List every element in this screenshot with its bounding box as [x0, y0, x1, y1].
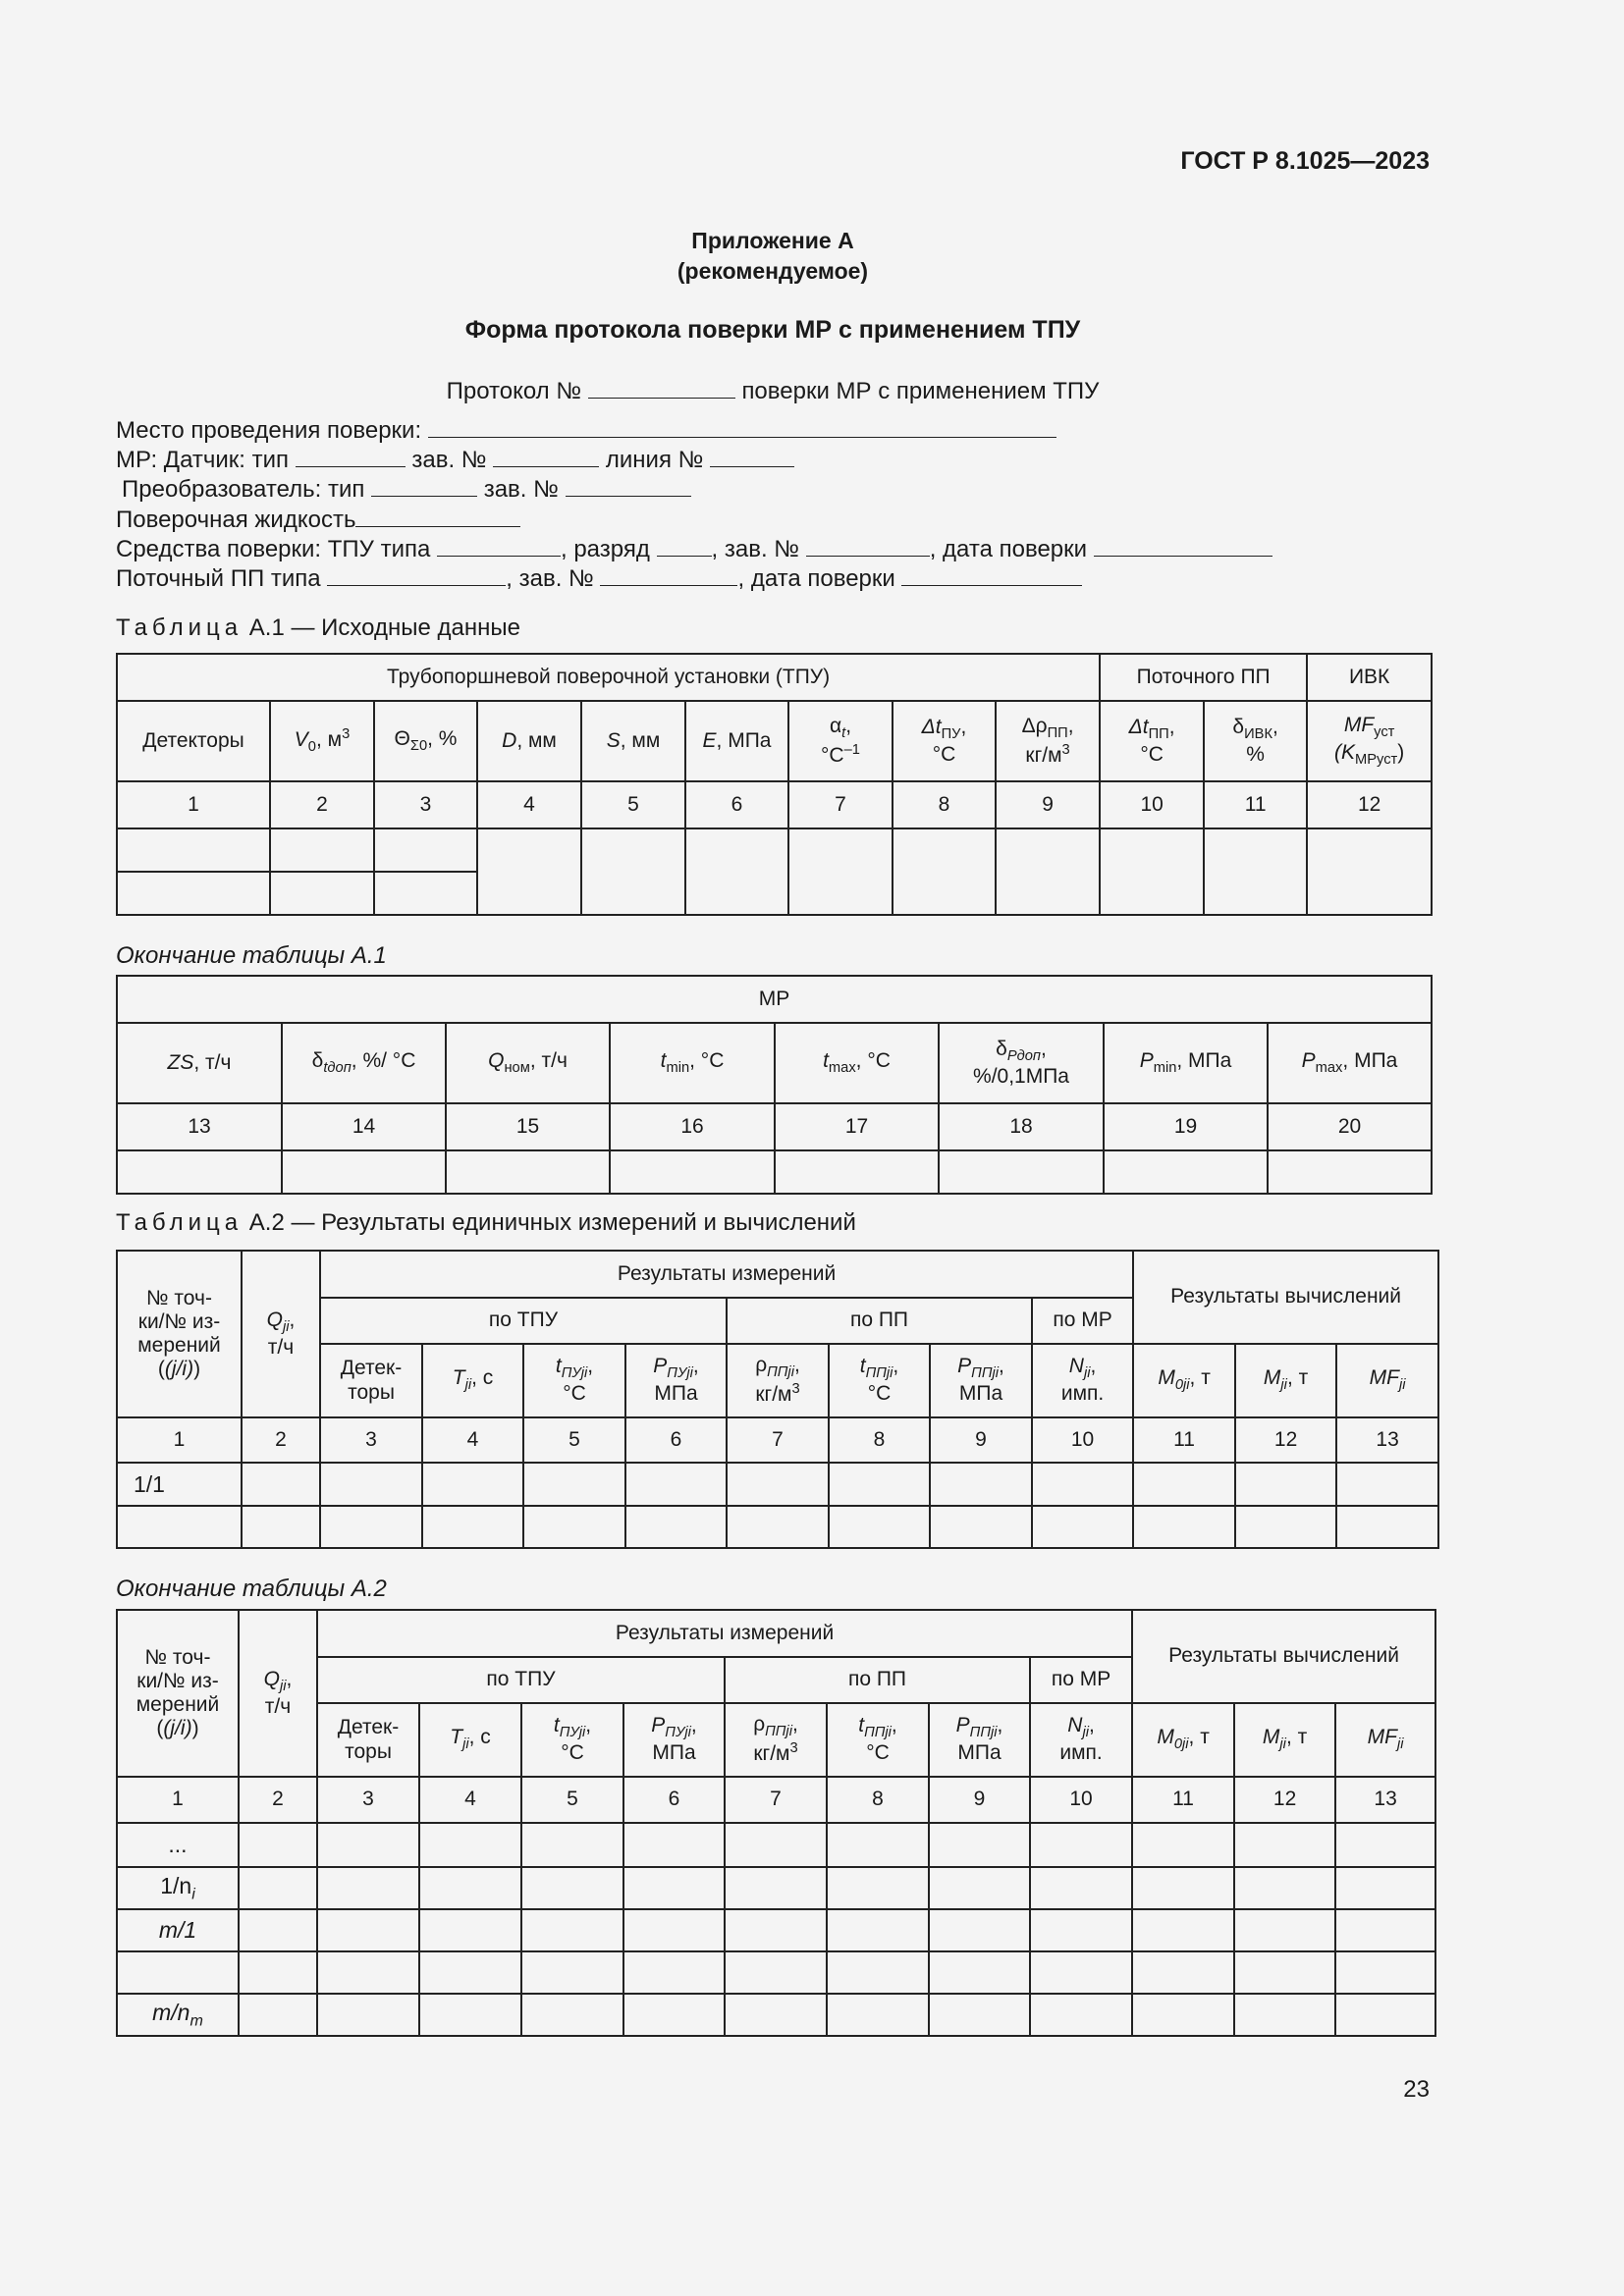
a1-col-drho: $\Delta\rho_{ПП}$, $кг/м^3$ — [996, 701, 1100, 781]
mr-line-label: линия № — [605, 447, 704, 473]
protocol-post: поверки МР с применением ТПУ — [741, 378, 1100, 404]
a2e-cell[interactable] — [1335, 1823, 1435, 1867]
a2e-cell[interactable] — [929, 1867, 1030, 1909]
a2-num: 3 — [320, 1417, 422, 1463]
mr-type-blank[interactable] — [296, 448, 406, 467]
a1e-col-pmin: $P_{min}$, МПа — [1104, 1023, 1268, 1103]
a2e-cell[interactable] — [239, 1909, 317, 1951]
a2-num: 5 — [523, 1417, 625, 1463]
a2e-cell[interactable] — [929, 1994, 1030, 2036]
a1-number-row — [117, 781, 1432, 828]
a2e-cell[interactable] — [1132, 1823, 1234, 1867]
converter-type-blank[interactable] — [371, 477, 477, 497]
a2e-num: 12 — [1234, 1777, 1335, 1823]
a1-num: 2 — [270, 781, 374, 828]
a1-num: 5 — [581, 781, 685, 828]
a2-sub-pp: по ПП — [727, 1298, 1032, 1344]
a1e-cell[interactable] — [282, 1150, 446, 1194]
a2-col-n: $N_{ji}$, имп. — [1032, 1344, 1133, 1417]
a1-num: 7 — [788, 781, 893, 828]
a1e-col-qnom: $Q_{ном}$, т/ч — [446, 1023, 610, 1103]
a1e-num: 19 — [1104, 1103, 1268, 1150]
a2-cell[interactable] — [422, 1506, 523, 1548]
a2e-cell[interactable] — [623, 1994, 725, 2036]
a2e-col-tpp: $t_{ППji}$, °C — [827, 1703, 929, 1777]
standard-number: ГОСТ Р 8.1025—2023 — [1180, 147, 1430, 175]
a2-num: 6 — [625, 1417, 727, 1463]
converter-serial-label: зав. № — [483, 476, 559, 503]
a2-cell[interactable] — [829, 1463, 930, 1506]
field-flow-pp — [116, 565, 1082, 593]
a2e-cell[interactable] — [117, 1951, 239, 1994]
a2e-num: 4 — [419, 1777, 521, 1823]
a1-cell[interactable] — [996, 828, 1100, 915]
a1e-num: 14 — [282, 1103, 446, 1150]
field-place — [116, 417, 1056, 445]
table-a2-end — [116, 1609, 1436, 2037]
field-place-blank[interactable] — [428, 418, 1056, 438]
field-mr-label: МР: Датчик: тип — [116, 447, 290, 473]
a2e-num: 9 — [929, 1777, 1030, 1823]
a2-sub-mr: по МР — [1032, 1298, 1133, 1344]
a2e-col-mf: $MF_{ji}$ — [1335, 1703, 1435, 1777]
a2-cell[interactable] — [1235, 1463, 1336, 1506]
a2-col-m: $M_{ji}$, т — [1235, 1344, 1336, 1417]
a2e-sub-pp: по ПП — [725, 1657, 1030, 1703]
a1-col-detectors: Детекторы — [117, 701, 270, 781]
caption-word: Таблица — [116, 614, 244, 641]
a1e-cell[interactable] — [1268, 1150, 1432, 1194]
flow-pp-type-blank[interactable] — [327, 566, 506, 586]
a1-cell[interactable] — [893, 828, 996, 915]
a1e-num: 15 — [446, 1103, 610, 1150]
a2e-cell[interactable] — [1132, 1909, 1234, 1951]
a2e-cell[interactable] — [929, 1909, 1030, 1951]
means-grade-label: , разряд — [561, 536, 650, 562]
a2e-col-m: $M_{ji}$, т — [1234, 1703, 1335, 1777]
caption-word: Таблица — [116, 1209, 244, 1236]
a2e-col-t: $T_{ji}$, с — [419, 1703, 521, 1777]
a2e-num: 7 — [725, 1777, 827, 1823]
a2e-cell[interactable] — [1234, 1823, 1335, 1867]
flow-pp-date-label: , дата поверки — [737, 565, 895, 592]
a2e-num: 10 — [1030, 1777, 1132, 1823]
a2e-cell[interactable] — [725, 1867, 827, 1909]
a2e-cell[interactable] — [827, 1823, 929, 1867]
a1-cell[interactable] — [374, 828, 477, 872]
a2e-cell[interactable] — [1234, 1909, 1335, 1951]
a1-col-v0: $V_0$, $м^3$ — [270, 701, 374, 781]
a2-sub-tpu: по ТПУ — [320, 1298, 727, 1344]
a2-cell[interactable] — [1336, 1463, 1438, 1506]
a1-cell[interactable] — [270, 828, 374, 872]
a2-num: 2 — [242, 1417, 320, 1463]
a1e-cell[interactable] — [117, 1150, 282, 1194]
a2e-cell[interactable] — [725, 1994, 827, 2036]
a1-num: 12 — [1307, 781, 1432, 828]
a1-col-s: S, мм — [581, 701, 685, 781]
a1-cell[interactable] — [477, 828, 581, 915]
a2e-data-row — [117, 1951, 1435, 1994]
a2-cell[interactable] — [422, 1463, 523, 1506]
a2e-cell[interactable] — [239, 1951, 317, 1994]
a2-cell[interactable] — [625, 1506, 727, 1548]
fluid-blank[interactable] — [355, 507, 520, 527]
a1-num: 1 — [117, 781, 270, 828]
a2e-sub-tpu: по ТПУ — [317, 1657, 725, 1703]
a2-cell[interactable] — [523, 1463, 625, 1506]
means-date-label: , дата поверки — [929, 536, 1088, 562]
a1e-group-mr: МР — [117, 976, 1432, 1023]
a2-cell[interactable] — [829, 1506, 930, 1548]
converter-serial-blank[interactable] — [566, 477, 691, 497]
a2-col-mf: $MF_{ji}$ — [1336, 1344, 1438, 1417]
a2e-num: 3 — [317, 1777, 419, 1823]
a2e-cell[interactable] — [239, 1994, 317, 2036]
protocol-line — [0, 378, 1545, 405]
a2-col-ppp: $P_{ППji}$, МПа — [930, 1344, 1032, 1417]
a2-col-q: $Q_{ji}$, т/ч — [242, 1251, 320, 1417]
a2e-cell[interactable] — [521, 1994, 623, 2036]
a2e-cell[interactable] — [827, 1909, 929, 1951]
a2-col-tpu: $t_{ПУji}$, °C — [523, 1344, 625, 1417]
a2-cell[interactable] — [1336, 1506, 1438, 1548]
a2e-cell[interactable] — [623, 1867, 725, 1909]
a1e-col-dtdop: $\delta_{tдоп}$, %/ °C — [282, 1023, 446, 1103]
a1-cell[interactable] — [685, 828, 788, 915]
a2-cell[interactable] — [625, 1463, 727, 1506]
table-a2 — [116, 1250, 1439, 1549]
field-converter — [122, 476, 691, 504]
a2-col-tpp: $t_{ППji}$, °C — [829, 1344, 930, 1417]
a2-col-m0: $M_{0ji}$, т — [1133, 1344, 1235, 1417]
mr-line-blank[interactable] — [710, 448, 794, 467]
a2e-cell[interactable] — [827, 1951, 929, 1994]
a2e-cell[interactable] — [1132, 1994, 1234, 2036]
a2e-col-m0: $M_{0ji}$, т — [1132, 1703, 1234, 1777]
a1e-data-row — [117, 1150, 1432, 1194]
a2e-cell[interactable] — [239, 1823, 317, 1867]
a1-col-alpha: $\alpha_t$, $^\circ C^{-1}$ — [788, 701, 893, 781]
means-grade-blank[interactable] — [657, 537, 712, 557]
a2-num: 11 — [1133, 1417, 1235, 1463]
a2e-cell[interactable] — [419, 1951, 521, 1994]
a2e-row-label: ... — [117, 1823, 239, 1867]
a1e-num: 16 — [610, 1103, 775, 1150]
a2e-cell[interactable] — [827, 1994, 929, 2036]
a1-cell[interactable] — [117, 872, 270, 915]
a1-cell[interactable] — [1204, 828, 1307, 915]
a2e-cell[interactable] — [419, 1867, 521, 1909]
a1-col-e: E, МПа — [685, 701, 788, 781]
a2e-cell[interactable] — [317, 1823, 419, 1867]
caption-text: А.2 — Результаты единичных измерений и вычислений — [248, 1209, 856, 1236]
a2-num: 7 — [727, 1417, 829, 1463]
a2e-num: 5 — [521, 1777, 623, 1823]
a2-num: 4 — [422, 1417, 523, 1463]
a2e-cell[interactable] — [1335, 1951, 1435, 1994]
a1-col-dtpp: $\Delta t_{ПП}$, °C — [1100, 701, 1204, 781]
appendix-heading — [0, 226, 1545, 287]
a2e-col-tpu: $t_{ПУji}$, °C — [521, 1703, 623, 1777]
converter-type-label: Преобразователь: тип — [122, 476, 365, 503]
a2e-cell[interactable] — [419, 1994, 521, 2036]
a1-group-tpu: Трубопоршневой поверочной установки (ТПУ) — [117, 654, 1100, 701]
a2e-num: 8 — [827, 1777, 929, 1823]
a1-num: 9 — [996, 781, 1100, 828]
a2e-cell[interactable] — [1030, 1951, 1132, 1994]
a1e-num: 18 — [939, 1103, 1104, 1150]
mr-serial-label: зав. № — [411, 447, 487, 473]
a2e-col-rho: $\rho_{ППji}$, $кг/м^3$ — [725, 1703, 827, 1777]
a2-cell[interactable] — [727, 1506, 829, 1548]
form-title: Форма протокола поверки МР с применением ТПУ — [464, 316, 1081, 344]
a1-num: 4 — [477, 781, 581, 828]
a2e-row-label: m/1 — [117, 1909, 239, 1951]
a2e-cell[interactable] — [929, 1823, 1030, 1867]
a2e-row-label: $1/n_i$ — [117, 1867, 239, 1909]
a2e-sub-mr: по МР — [1030, 1657, 1132, 1703]
a1-col-mf: $MF_{уст}$ $(K_{МРуст})$ — [1307, 701, 1432, 781]
a2e-cell[interactable] — [725, 1951, 827, 1994]
a2e-cell[interactable] — [521, 1823, 623, 1867]
a2e-cell[interactable] — [929, 1951, 1030, 1994]
a2e-cell[interactable] — [419, 1909, 521, 1951]
table-a1-end-caption: Окончание таблицы А.1 — [116, 942, 387, 969]
a1e-cell[interactable] — [446, 1150, 610, 1194]
a2e-data-row — [117, 1994, 1435, 2036]
a1-num: 11 — [1204, 781, 1307, 828]
a2-data-row — [117, 1506, 1438, 1548]
a2e-data-row — [117, 1909, 1435, 1951]
a2-num: 12 — [1235, 1417, 1336, 1463]
a2e-cell[interactable] — [521, 1951, 623, 1994]
a2-cell[interactable] — [1133, 1506, 1235, 1548]
field-fluid — [116, 507, 520, 534]
a2-cell[interactable] — [1235, 1506, 1336, 1548]
a2e-cell[interactable] — [725, 1909, 827, 1951]
a2e-row-label: $m/n_m$ — [117, 1994, 239, 2036]
a2-group-measurements: Результаты измерений — [320, 1251, 1133, 1298]
means-serial-label: , зав. № — [711, 536, 800, 562]
a2e-cell[interactable] — [623, 1823, 725, 1867]
flow-pp-date-blank[interactable] — [901, 566, 1082, 586]
a2-cell[interactable] — [1032, 1506, 1133, 1548]
a2-col-rho: $\rho_{ППji}$, $кг/м^3$ — [727, 1344, 829, 1417]
a2e-num: 1 — [117, 1777, 239, 1823]
a2e-num: 11 — [1132, 1777, 1234, 1823]
a2e-col-q: $Q_{ji}$, т/ч — [239, 1610, 317, 1777]
a2-data-row — [117, 1463, 1438, 1506]
table-a1-caption — [116, 614, 520, 642]
a2-number-row — [117, 1417, 1438, 1463]
a1e-num: 17 — [775, 1103, 939, 1150]
a1-group-pp: Поточного ПП — [1100, 654, 1307, 701]
flow-pp-type-label: Поточный ПП типа — [116, 565, 321, 592]
a2e-cell[interactable] — [521, 1909, 623, 1951]
a2-cell[interactable] — [117, 1506, 242, 1548]
a2e-cell[interactable] — [1234, 1951, 1335, 1994]
a1e-col-zs: ZS, т/ч — [117, 1023, 282, 1103]
a1e-col-dpdop: $\delta_{Pдоп}$, %/0,1МПа — [939, 1023, 1104, 1103]
a1-col-divk: $\delta_{ИВК}$, % — [1204, 701, 1307, 781]
a1-cell[interactable] — [374, 872, 477, 915]
table-a1-end — [116, 975, 1433, 1195]
a2e-data-row — [117, 1867, 1435, 1909]
a2-num: 13 — [1336, 1417, 1438, 1463]
a2-cell[interactable] — [320, 1463, 422, 1506]
a2-col-ppu: $P_{ПУji}$, МПа — [625, 1344, 727, 1417]
a2-num: 8 — [829, 1417, 930, 1463]
a2e-cell[interactable] — [239, 1867, 317, 1909]
a1e-cell[interactable] — [610, 1150, 775, 1194]
a1e-number-row — [117, 1103, 1432, 1150]
a1-cell[interactable] — [117, 828, 270, 872]
a2-num: 10 — [1032, 1417, 1133, 1463]
a2e-cell[interactable] — [623, 1909, 725, 1951]
table-a2-end-caption: Окончание таблицы А.2 — [116, 1575, 387, 1602]
a2-col-t: $T_{ji}$, с — [422, 1344, 523, 1417]
a1-num: 3 — [374, 781, 477, 828]
fluid-label: Поверочная жидкость — [116, 507, 356, 533]
a2-cell[interactable] — [242, 1506, 320, 1548]
flow-pp-serial-label: , зав. № — [506, 565, 594, 592]
a2e-col-ppu: $P_{ПУji}$, МПа — [623, 1703, 725, 1777]
field-place-label: Место проведения поверки: — [116, 417, 422, 444]
a2e-number-row — [117, 1777, 1435, 1823]
a2-cell[interactable] — [727, 1463, 829, 1506]
a2e-col-n: $N_{ji}$, имп. — [1030, 1703, 1132, 1777]
a1-cell[interactable] — [1307, 828, 1432, 915]
mr-serial-blank[interactable] — [493, 448, 599, 467]
a2e-cell[interactable] — [317, 1909, 419, 1951]
a2e-cell[interactable] — [1335, 1909, 1435, 1951]
a2e-group-measurements: Результаты измерений — [317, 1610, 1132, 1657]
a1e-col-pmax: $P_{max}$, МПа — [1268, 1023, 1432, 1103]
a2e-cell[interactable] — [419, 1823, 521, 1867]
a2e-cell[interactable] — [1030, 1823, 1132, 1867]
a1-col-theta: $\Theta_{\Sigma 0}$, % — [374, 701, 477, 781]
means-serial-blank[interactable] — [806, 537, 930, 557]
a1e-col-tmin: $t_{min}$, °C — [610, 1023, 775, 1103]
a2e-cell[interactable] — [1030, 1909, 1132, 1951]
a2-cell[interactable] — [242, 1463, 320, 1506]
a1e-num: 13 — [117, 1103, 282, 1150]
a2-num: 1 — [117, 1417, 242, 1463]
a1-col-d: D, мм — [477, 701, 581, 781]
a2e-cell[interactable] — [317, 1951, 419, 1994]
a1-num: 10 — [1100, 781, 1204, 828]
a2-col-point: № точ- ки/№ из- мерений ((j/i)) — [117, 1251, 242, 1417]
a1-cell[interactable] — [581, 828, 685, 915]
a2e-cell[interactable] — [317, 1867, 419, 1909]
a2-row-label: 1/1 — [117, 1463, 242, 1506]
appendix-status: (рекомендуемое) — [677, 258, 869, 284]
a1-col-dtpu: $\Delta t_{ПУ}$, °C — [893, 701, 996, 781]
a2e-cell[interactable] — [1335, 1867, 1435, 1909]
a2e-cell[interactable] — [1030, 1867, 1132, 1909]
means-date-blank[interactable] — [1094, 537, 1272, 557]
a2-cell[interactable] — [930, 1506, 1032, 1548]
a2e-cell[interactable] — [1234, 1994, 1335, 2036]
a2e-cell[interactable] — [1234, 1867, 1335, 1909]
a2-group-calculations: Результаты вычислений — [1133, 1251, 1438, 1344]
appendix-label: Приложение А — [691, 228, 854, 253]
means-tpu-blank[interactable] — [437, 537, 561, 557]
a2e-col-point: № точ- ки/№ из- мерений ((j/i)) — [117, 1610, 239, 1777]
table-a2-caption — [116, 1209, 856, 1237]
flow-pp-serial-blank[interactable] — [600, 566, 737, 586]
caption-text: А.1 — Исходные данные — [248, 614, 520, 641]
field-means — [116, 536, 1272, 563]
a1-cell[interactable] — [788, 828, 893, 915]
a2e-cell[interactable] — [827, 1867, 929, 1909]
a2-cell[interactable] — [1032, 1463, 1133, 1506]
a2e-col-ppp: $P_{ППji}$, МПа — [929, 1703, 1030, 1777]
a1e-cell[interactable] — [1104, 1150, 1268, 1194]
a2e-cell[interactable] — [1335, 1994, 1435, 2036]
a2e-cell[interactable] — [1132, 1951, 1234, 1994]
a2-cell[interactable] — [320, 1506, 422, 1548]
page-number: 23 — [1403, 2076, 1430, 2103]
a2e-col-detectors: Детек- торы — [317, 1703, 419, 1777]
a2e-cell[interactable] — [1132, 1867, 1234, 1909]
protocol-pre: Протокол № — [446, 378, 582, 404]
a1-num: 8 — [893, 781, 996, 828]
a2e-num: 2 — [239, 1777, 317, 1823]
a1-num: 6 — [685, 781, 788, 828]
a2-num: 9 — [930, 1417, 1032, 1463]
a1e-cell[interactable] — [939, 1150, 1104, 1194]
a1-cell[interactable] — [1100, 828, 1204, 915]
means-tpu-label: Средства поверки: ТПУ типа — [116, 536, 431, 562]
a2e-data-row — [117, 1823, 1435, 1867]
a2e-cell[interactable] — [725, 1823, 827, 1867]
a2-cell[interactable] — [930, 1463, 1032, 1506]
a1e-col-tmax: $t_{max}$, °C — [775, 1023, 939, 1103]
a2e-cell[interactable] — [521, 1867, 623, 1909]
a2-cell[interactable] — [523, 1506, 625, 1548]
a2e-cell[interactable] — [1030, 1994, 1132, 2036]
a2-col-detectors: Детек- торы — [320, 1344, 422, 1417]
a1e-num: 20 — [1268, 1103, 1432, 1150]
a1-data-row — [117, 828, 1432, 872]
a2e-cell[interactable] — [317, 1994, 419, 2036]
table-a1 — [116, 653, 1433, 916]
a1-cell[interactable] — [270, 872, 374, 915]
a2e-num: 6 — [623, 1777, 725, 1823]
field-mr — [116, 447, 794, 474]
a2e-num: 13 — [1335, 1777, 1435, 1823]
protocol-number-blank[interactable] — [588, 379, 735, 399]
a2-cell[interactable] — [1133, 1463, 1235, 1506]
a2e-group-calculations: Результаты вычислений — [1132, 1610, 1435, 1703]
a1-group-ivk: ИВК — [1307, 654, 1432, 701]
a2e-cell[interactable] — [623, 1951, 725, 1994]
a1e-cell[interactable] — [775, 1150, 939, 1194]
